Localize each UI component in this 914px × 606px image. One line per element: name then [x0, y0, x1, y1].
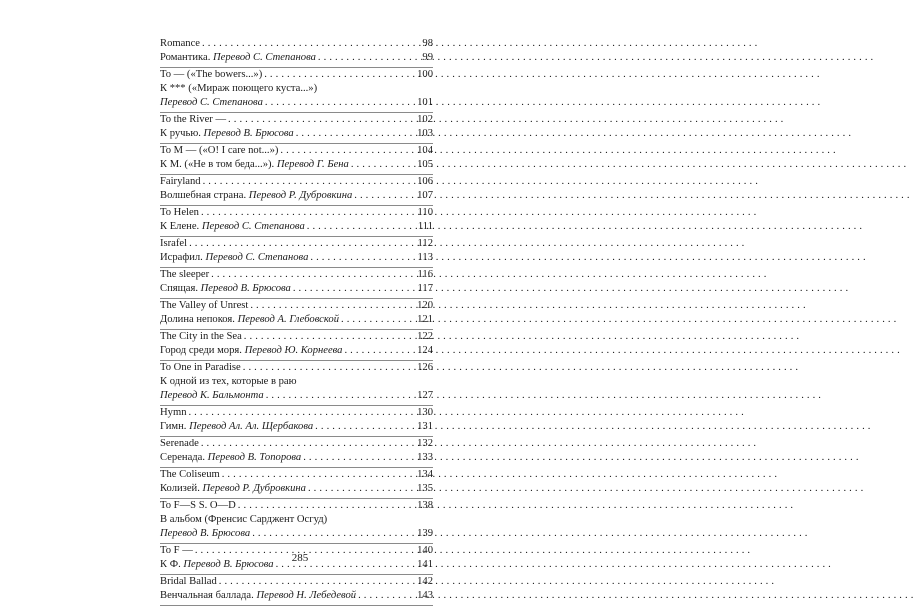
- toc-line-text: [160, 206, 199, 220]
- leader-dots: [188, 406, 415, 420]
- toc-page-number: 99: [422, 52, 433, 63]
- leader-dots: [201, 206, 416, 220]
- toc-title: К одной из тех, которые в раю: [160, 376, 297, 387]
- toc-entry: [160, 237, 433, 268]
- toc-title: Спящая.: [160, 283, 198, 294]
- toc-line-text: [160, 589, 356, 603]
- toc-title: To the River —: [160, 114, 227, 125]
- leader-dots: [354, 189, 415, 203]
- toc-page-number: 132: [417, 438, 433, 449]
- toc-entry: [160, 175, 433, 206]
- toc-title: К М. («Не в том беда...»).: [160, 159, 275, 170]
- toc-page-number: 107: [417, 190, 433, 201]
- toc-line: [160, 499, 433, 513]
- toc-title: To — («The bowers...»): [160, 69, 263, 80]
- toc-line: [160, 82, 433, 96]
- toc-line: [160, 313, 433, 327]
- leader-dots: [222, 468, 415, 482]
- toc-line-text: [160, 451, 301, 465]
- toc-title: To F —: [160, 545, 193, 556]
- toc-line: [160, 330, 433, 344]
- toc-translator: Перевод В. Брюсова: [183, 559, 274, 570]
- toc-entry: [160, 37, 433, 68]
- toc-page-number: 100: [417, 69, 433, 80]
- toc-title: К Ф.: [160, 559, 181, 570]
- toc-page-number: 124: [417, 345, 433, 356]
- toc-title: To M — («O! I care not...»): [160, 145, 279, 156]
- toc-line-text: [160, 51, 316, 65]
- toc-line: [160, 251, 433, 265]
- toc-line: [160, 96, 433, 110]
- toc-page-number: 122: [417, 331, 433, 342]
- toc-line-text: [160, 158, 349, 172]
- toc-title: To Helen: [160, 207, 199, 218]
- toc-entry: [160, 268, 433, 299]
- toc-translator: Перевод Р. Дубровкина: [202, 483, 306, 494]
- toc-page-number: 138: [417, 500, 433, 511]
- toc-line-text: [160, 344, 342, 358]
- toc-page-number: 120: [417, 300, 433, 311]
- toc-entry: [160, 437, 433, 468]
- toc-title: The City in the Sea: [160, 331, 242, 342]
- toc-line-text: [160, 468, 220, 482]
- table-of-contents: [160, 37, 433, 606]
- toc-page-number: 117: [417, 283, 433, 294]
- toc-page-number: 142: [417, 576, 433, 587]
- toc-page-number: 116: [417, 269, 433, 280]
- toc-line-text: [160, 220, 305, 234]
- toc-title: Исрафил.: [160, 252, 203, 263]
- leader-dots: [202, 37, 420, 51]
- leader-dots: [252, 527, 415, 541]
- toc-title: Долина непокоя.: [160, 314, 235, 325]
- toc-translator: Перевод В. Топорова: [207, 452, 302, 463]
- toc-line-text: [160, 313, 339, 327]
- toc-line-text: [160, 375, 297, 389]
- toc-line-text: [160, 575, 217, 589]
- toc-entry: [160, 361, 433, 406]
- toc-line-text: [160, 482, 306, 496]
- toc-page-number: 126: [417, 362, 433, 373]
- toc-line-text: [160, 499, 236, 513]
- toc-line-text: [160, 96, 263, 110]
- toc-title: The Coliseum: [160, 469, 220, 480]
- toc-line-text: [160, 513, 327, 527]
- leader-dots: [203, 175, 416, 189]
- leader-dots: [351, 158, 415, 172]
- toc-title: Волшебная страна.: [160, 190, 247, 201]
- toc-page-number: 103: [417, 128, 433, 139]
- toc-title: The sleeper: [160, 269, 210, 280]
- toc-title: To F—S S. O—D: [160, 500, 236, 511]
- toc-translator: Перевод Г. Бена: [276, 159, 349, 170]
- toc-line: [160, 344, 433, 358]
- leader-dots: [265, 96, 415, 110]
- toc-line: [160, 575, 433, 589]
- toc-translator: Перевод С. Степанова: [201, 221, 305, 232]
- toc-title: Fairyland: [160, 176, 201, 187]
- leader-dots: [307, 220, 416, 234]
- toc-line: [160, 206, 433, 220]
- toc-title: Romance: [160, 38, 201, 49]
- toc-page-number: 139: [417, 528, 433, 539]
- toc-page-number: 102: [417, 114, 433, 125]
- toc-line-text: [160, 237, 187, 251]
- toc-title: К ручью.: [160, 128, 201, 139]
- toc-line-text: [160, 299, 248, 313]
- leader-dots: [201, 437, 415, 451]
- leader-dots: [266, 389, 415, 403]
- toc-entry: [160, 206, 433, 237]
- toc-line: [160, 513, 433, 527]
- toc-title: Serenade: [160, 438, 199, 449]
- leader-dots: [244, 330, 415, 344]
- leader-dots: [296, 127, 415, 141]
- toc-line-text: [160, 113, 226, 127]
- toc-entry: [160, 499, 433, 544]
- toc-line: [160, 420, 433, 434]
- toc-page-number: 135: [417, 483, 433, 494]
- leader-dots: [315, 420, 415, 434]
- toc-line: [160, 37, 433, 51]
- toc-line: [160, 158, 433, 172]
- toc-entry: [160, 575, 433, 606]
- toc-title: В альбом (Френсис Сарджент Осгуд): [160, 514, 328, 525]
- toc-title: Bridal Ballad: [160, 576, 217, 587]
- toc-line: [160, 144, 433, 158]
- leader-dots: [264, 68, 415, 82]
- toc-line: [160, 237, 433, 251]
- toc-line-text: [160, 361, 241, 375]
- toc-entry: [160, 330, 433, 361]
- toc-line: [160, 189, 433, 203]
- toc-title: К *** («Мираж поющего куста...»): [160, 83, 318, 94]
- toc-title: Israfel: [160, 238, 188, 249]
- toc-line-text: [160, 527, 250, 541]
- toc-line-text: [160, 189, 352, 203]
- toc-line: [160, 361, 433, 375]
- toc-line-text: [160, 68, 262, 82]
- toc-line: [160, 268, 433, 282]
- toc-entry: [160, 468, 433, 499]
- toc-translator: Перевод К. Бальмонта: [160, 390, 264, 401]
- toc-line-text: [160, 82, 317, 96]
- leader-dots: [189, 237, 415, 251]
- toc-line: [160, 451, 433, 465]
- toc-entry: [160, 406, 433, 437]
- toc-line-text: [160, 268, 209, 282]
- toc-title: Венчальная баллада.: [160, 590, 254, 601]
- leader-dots: [303, 451, 415, 465]
- toc-page-number: 105: [417, 159, 433, 170]
- toc-title: Город среди моря.: [160, 345, 242, 356]
- toc-page-number: 113: [417, 252, 433, 263]
- toc-translator: Перевод А. Глебовской: [237, 314, 340, 325]
- toc-page-number: 127: [417, 390, 433, 401]
- toc-page-number: 110: [417, 207, 433, 218]
- toc-line-text: [160, 420, 313, 434]
- toc-line-text: [160, 251, 308, 265]
- toc-line: [160, 406, 433, 420]
- toc-line: [160, 113, 433, 127]
- toc-line: [160, 482, 433, 496]
- toc-line: [160, 468, 433, 482]
- toc-translator: Перевод В. Брюсова: [160, 528, 251, 539]
- toc-line-text: [160, 37, 200, 51]
- toc-translator: Перевод С. Степанова: [160, 97, 263, 108]
- leader-dots: [238, 499, 415, 513]
- toc-page-number: 101: [417, 97, 433, 108]
- toc-page-number: 140: [417, 545, 433, 556]
- toc-line-text: [160, 437, 199, 451]
- toc-title: Колизей.: [160, 483, 200, 494]
- leader-dots: [310, 251, 415, 265]
- toc-page-number: 98: [422, 38, 433, 49]
- toc-line-text: [160, 144, 278, 158]
- toc-page-number: 131: [417, 421, 433, 432]
- toc-line: [160, 51, 433, 65]
- toc-entry: [160, 113, 433, 144]
- leader-dots: [250, 299, 415, 313]
- toc-entry: [160, 299, 433, 330]
- toc-page-number: 111: [417, 221, 433, 232]
- toc-page-number: 141: [417, 559, 433, 570]
- leader-dots: [344, 344, 415, 358]
- page-number: 285: [291, 552, 309, 564]
- toc-page-number: 130: [417, 407, 433, 418]
- toc-translator: Перевод В. Брюсова: [200, 283, 291, 294]
- toc-page-number: 133: [417, 452, 433, 463]
- toc-translator: Перевод Н. Лебедевой: [256, 590, 357, 601]
- leader-dots: [211, 268, 415, 282]
- leader-dots: [228, 113, 415, 127]
- toc-translator: Перевод Ю. Корнеева: [244, 345, 343, 356]
- toc-line: [160, 220, 433, 234]
- toc-line: [160, 527, 433, 541]
- toc-line: [160, 389, 433, 403]
- toc-line: [160, 437, 433, 451]
- toc-title: The Valley of Unrest: [160, 300, 249, 311]
- toc-line-text: [160, 389, 264, 403]
- leader-dots: [243, 361, 415, 375]
- toc-title: To One in Paradise: [160, 362, 241, 373]
- toc-translator: Перевод С. Степанова: [213, 52, 316, 63]
- toc-title: К Елене.: [160, 221, 200, 232]
- leader-dots: [308, 482, 415, 496]
- toc-title: Серенада.: [160, 452, 206, 463]
- leader-dots: [280, 144, 415, 158]
- toc-line-text: [160, 175, 201, 189]
- leader-dots: [219, 575, 415, 589]
- toc-translator: Перевод Р. Дубровкина: [248, 190, 353, 201]
- toc-line: [160, 299, 433, 313]
- toc-line-text: [160, 406, 186, 420]
- leader-dots: [318, 51, 420, 65]
- toc-translator: Перевод С. Степанова: [205, 252, 309, 263]
- toc-title: Hymn: [160, 407, 187, 418]
- toc-page-number: 106: [417, 176, 433, 187]
- toc-page-number: 143: [417, 590, 433, 601]
- leader-dots: [293, 282, 416, 296]
- toc-page-number: 134: [417, 469, 433, 480]
- toc-entry: [160, 68, 433, 113]
- toc-translator: Перевод В. Брюсова: [203, 128, 294, 139]
- leader-dots: [341, 313, 415, 327]
- toc-line: [160, 375, 433, 389]
- toc-title: Гимн.: [160, 421, 187, 432]
- toc-line: [160, 282, 433, 296]
- toc-line-text: [160, 330, 242, 344]
- toc-line-text: [160, 127, 294, 141]
- toc-line: [160, 127, 433, 141]
- toc-line-text: [160, 282, 291, 296]
- toc-title: Романтика.: [160, 52, 211, 63]
- toc-line: [160, 68, 433, 82]
- leader-dots: [358, 589, 415, 603]
- toc-line: [160, 589, 433, 603]
- toc-page-number: 104: [417, 145, 433, 156]
- toc-page-number: 112: [417, 238, 433, 249]
- toc-translator: Перевод Ал. Ал. Щербакова: [189, 421, 314, 432]
- toc-page-number: 121: [417, 314, 433, 325]
- toc-line: [160, 175, 433, 189]
- toc-entry: [160, 144, 433, 175]
